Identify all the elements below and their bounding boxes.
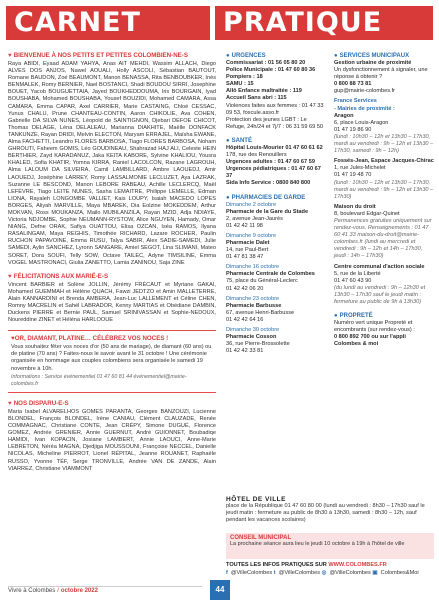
conseil-text: La prochaine séance aura lieu le jeudi 10 octobre à 19h à l'hôtel de ville <box>230 541 405 547</box>
right-column <box>334 52 434 354</box>
pratique-title: PRATIQUE <box>215 6 433 40</box>
page-number: 44 <box>210 580 230 600</box>
pharmacie-item <box>226 202 326 230</box>
pharmacie-tel: 01 42 42 64 16 <box>226 316 264 323</box>
services-title: ● SERVICES MUNICIPAUX <box>334 53 410 59</box>
social-links <box>226 570 434 576</box>
pharmacie-name: Pharmacie Dalet <box>226 239 270 246</box>
pharmacie-item <box>226 264 326 292</box>
disparus-names: Maria Isabel ALVARELHOS GOMES PARANTA, Georges BANZOUZI, Lucienne BLONDEL, François BLONDEL, Irène CANIAU, Clément CLAUZADE, Renée COMMAGNAC, Christiane CONTE, Jean CRÉPY, Simone DUGUÉ, Florence GOMEZ, Andrée GRENIER, Annie GUERNUT, André GUIONNET, Boubadiqe HAMIDI, Ivan KOPACIN, Josiane LAMBERT, Annie LAOUCI, Anne-Marie LEBRETON, Néréa MAGNA, Djedjiga MOUSSOUNI, Françoise NECCEL, Danielle NICOLAS, Micheline PIERROT, Lionel RÉPITAL, Jeanne ROUANET, Raphaële RUSSO, Yvonne TÉF, Serge TRONVILLE, Andrée VAN DE ZANDE, Alain VIARREZ, Christiane VIAMMONT <box>8 408 216 472</box>
pharmacie-tel: 01 42 42 06 20 <box>226 285 264 292</box>
conseil-title: CONSEIL MUNICIPAL <box>230 535 292 541</box>
pharmacie-date: Dimanche 16 octobre <box>226 264 280 271</box>
urgences-title: ● URGENCES <box>226 53 266 59</box>
services-section <box>334 52 434 306</box>
pharmacie-date: Dimanche 23 octobre <box>226 295 280 302</box>
sante-section <box>226 137 326 188</box>
hotel-de-ville-title: HÔTEL DE VILLE <box>226 496 286 503</box>
social-handle[interactable]: @VilleColombes <box>278 570 320 576</box>
mairie-name: Fossés-Jean, Espace Jacques-Chirac <box>334 158 434 165</box>
bullet-icon: ● <box>226 194 230 201</box>
pharmacie-date: Dimanche 2 octobre <box>226 201 277 208</box>
pharmacie-name: Pharmacie Centrale de Colombes <box>226 271 315 278</box>
gestion-text: Un dysfonctionnement à signaler, une réponse à obtenir ? <box>334 67 428 81</box>
noces-box <box>8 330 216 393</box>
heart-icon: ♥ <box>8 399 12 407</box>
france-services-sub: - Mairies de proximité : <box>334 105 395 112</box>
magazine-name: Vivre à Colombes <box>8 588 56 594</box>
mairie-hours: (lundi : 10h30 – 12h et 13h30 – 17h30, mardi au vendredi : 9h – 12h et 13h30 – 17h30) <box>334 179 434 200</box>
mairie-hours: Permanences gratuites uniquement sur rendez-vous. Renseignements : 01 47 60 41 33 maison-du-droit@mairie-colombes.fr (lundi au mercredi et vendredi : 9h – 12h et 14h – 17h30, jeudi : 14h – 17h30) <box>334 217 432 260</box>
sante-line: Hôpital Louis-Mourier 01 47 60 61 62 <box>226 144 323 151</box>
proprete-tel: 0 800 892 700 ou sur l'appli Colombes & moi <box>334 334 406 348</box>
urgence-line: Allô Enfance maltraitée : 119 <box>226 88 302 95</box>
urgence-line: Commissariat : 01 56 05 80 20 <box>226 60 306 66</box>
infos-pratiques <box>226 562 434 576</box>
pharmacie-addr: 75, place du Général-Leclerc <box>226 278 298 285</box>
sante-line: Sida Info Service : 0800 840 800 <box>226 180 311 187</box>
urgence-line: Violences faites aux femmes : 01 47 33 09 53, foscule.asso.fr <box>226 102 324 116</box>
social-handle[interactable]: @VilleColombes <box>230 570 273 576</box>
pharmacie-addr: 36, rue Pierre-Brossolette <box>226 341 290 348</box>
social-handle[interactable]: Colombes&Moi <box>380 570 419 576</box>
urgence-line: Pompiers : 18 <box>226 74 263 81</box>
gestion-mail: gup@mairie-colombes.fr <box>334 88 396 95</box>
pharmacie-item <box>226 296 326 324</box>
mairie-item <box>334 204 434 261</box>
mairie-item <box>334 113 434 156</box>
pharmacies-section <box>226 194 326 356</box>
header <box>0 0 439 42</box>
mairie-tel: 01 47 60 43 90 <box>334 277 372 284</box>
urgences-section <box>226 52 326 131</box>
mairie-addr: 8, boulevard Edgar-Quinet <box>334 210 400 217</box>
mairie-name: Centre communal d'action sociale <box>334 263 425 270</box>
pharmacie-tel: 01 47 81 38 47 <box>226 254 264 261</box>
conseil-municipal-box <box>226 533 434 559</box>
mairie-tel: 01 47 19 86 90 <box>334 126 372 133</box>
bienvenue-title: ♥ BIENVENUE À NOS PETITS ET PETITES COLOMBIEN-NE-S <box>8 52 188 59</box>
proprete-section <box>334 312 434 348</box>
infos-title: TOUTES LES INFOS PRATIQUES SUR WWW.COLOMBES.FR <box>226 562 387 568</box>
pharmacie-date: Dimanche 9 octobre <box>226 232 277 239</box>
mairie-name: Maison du droit <box>334 203 376 210</box>
twitter-icon[interactable]: t <box>273 570 276 576</box>
bienvenue-names: Raya ABIDI, Eyaad ADAM YAHYA, Anas AIT MEHDI, Wassim ALLACH, Diego ALVES DOS ANJOS, Nawel AOUALI, Holly ASCOLI, Sébastian BAUTOUT, Romane BAUDON, Zoé BEAUMONT, Manon BENASSA, Rita BENBOUBKER, Inès BENMALEK, Romy BERNIER, Nael BOSTANCI, Shadi BOUDOU SIRRI, Josephine BOUET, Yacob BOUGUETTAIA, Jayed BOUKHEDDOUMA, Iris BOURGAIN, Iyad BOUSHABA, Mohamed BOUSHABA, Yousef BOUZIDI, Mohamed CAMARA, Assa CAMARA, Emma CAPAR, Axel CARRIER, Marie CASTAING, Chloé CESSAC, Yunus CHALU, Prune CHANTEAU-CONTIN, Aaron CHIKOLIE, Ava COHEN, Gabrielle DA SILVA NUNES, Léopold de SAINTIGNON, Djebari DEFOE CHICOT, Thomas DELAGE, Léna DELALEAU, Marianna DIAKHITE, Maëlle DONFACK TANKUNZE, Rayan DRIDI, Melvin ELECTON, Maryam ERRAJEL, Maïsha EWANE, Alma FACHETTI, Leandro FLORES BARBOSA, Tiago FLORES BARBOSA, Noham GHROUTI, Faheem GOMIS, Léo GOUDINEAU, Shahrazad HAJ ALI, Celeste HEIN BERTHIER, Zayd KARADANUZ, Jaka KEITA KABORE, Sylvine KHALIOU, Yousra KHALED, Sofia KHATIR, Yomna KIRRA, Raniel LACOLCON, Razane LAGROUH, Alma LALOUM DA SILVEIRA, Camil LAMBILLARD, Ambre LAOUEDJ, Amir LAOUEDJ, Joséphine LARREY, Romy LASSALMONIE LECLUZET, Aya LAZRAK, Suzanne LE BESCOND, Manon LEBORE RABEAU, Achille LECLERCQ, Maël LEFÈVRE, Tiago LEITE NUNES, Sasha LEMAITRE, Philippe LEMELLE, Edman LIONA, Rayaleh LONGOMBE VALLIET, Kais LOUPY, Isaiah MACEDO LOPES BORGES, Aliyah MARVILLE, Maya MBAREK, Dia Eolzine MOKEDDEM, Arthur MOKVAN, Ross MOUKANZA, Mailo MUBILANZILA, Rayan MZID, Adja NDIAYE, Victoria NDJOMBE, Sophie NEUMANN-RYSTOW, Alice NGUYEN, Hamady, Omar NIANG, Defne ORAK, Safiya OUATTOU, Elisa OZCAN, Iséa RAMOS, Ilyana RASALINGAM, Maya REGHIS, Timothée RICHARD, Lazare ROCHER, Paulin RUCHON PAPAVOINE, Emma RUSU, Talya SABIR, Alex SADIE-SAMEDI, Julie SAMEDI, Aylin SANCHEZ, Lyronn SANGARE, Amiel SEGOT, Lina SLIMANI, Mateo SORET, Dora SOUFI, Telly SOW, Octave TAILEC, Adyne TIMSILINE, Emma VOGEL MASTRONACI, Giulia ZANETTO, Lamia ZANINOU, Saja ZINE <box>8 61 216 266</box>
facebook-icon[interactable]: f <box>226 570 228 576</box>
sante-line: Urgences adultes : 01 47 60 67 59 <box>226 159 315 166</box>
noces-info: Informations : Service événementiel 01 47 60 81 44 événementiel@mairie-colombes.fr <box>11 373 187 387</box>
mairie-hours: (lundi : 10h30 – 12h et 13h30 – 17h30, mardi au vendredi : 9h – 12h et 13h30 – 17h30, samedi : 9h – 12h) <box>334 133 434 155</box>
middle-column <box>226 52 326 361</box>
noces-title: ♥OR, DIAMANT, PLATINE… CÉLÉBREZ VOS NOCES ! <box>11 335 169 343</box>
pharmacie-tel: 01 42 42 11 98 <box>226 222 263 229</box>
heart-icon: ♥ <box>8 272 12 280</box>
footer-separator: / <box>57 588 59 594</box>
sante-line: Urgences pédiatriques : 01 47 60 67 37 <box>226 166 321 180</box>
urgence-line: Accueil Sans abri : 115 <box>226 95 287 102</box>
left-column <box>8 52 216 479</box>
bullet-icon: ● <box>226 53 230 59</box>
footer <box>8 588 208 594</box>
pharmacie-item <box>226 233 326 261</box>
pharmacie-item <box>226 327 326 355</box>
mairie-addr: 6, place Louis-Aragon <box>334 119 389 126</box>
footer-divider <box>8 586 202 587</box>
pharmacie-addr: 2, avenue Jean-Jaurès <box>226 215 283 222</box>
mairie-hours: (du lundi au vendredi : 9h – 12h30 et 13h30 – 17h30 sauf le jeudi matin : fermeture au public de 9h à 13h30) <box>334 284 426 305</box>
pharmacie-tel: 01 42 42 33 81 <box>226 348 264 355</box>
mairie-item <box>334 158 434 201</box>
pharmacie-addr: 67, avenue Henri-Barbusse <box>226 309 295 316</box>
carnet-title: CARNET <box>6 6 210 40</box>
hotel-de-ville-text: place de la République 01 47 60 80 00 (lundi au vendredi : 8h30 – 17h30 sauf le jeudi matin : fermeture au public de 8h30 à 13h30, samedi : 8h30 – 12h, sauf pendant les vacances scolaires) <box>226 503 425 523</box>
urgence-line: Police Municipale : 01 47 60 80 36 <box>226 67 316 74</box>
pharmacie-name: Pharmacie Barbusse <box>226 302 282 309</box>
bullet-icon: ● <box>334 313 338 320</box>
pharmacie-name: Pharmacie de la Gare du Stade <box>226 208 309 215</box>
bullet-icon: ● <box>334 53 338 59</box>
issue-date: octobre 2022 <box>60 588 98 594</box>
felicitations-names: Vincent BARBIER et Solène JOLLIN, Jérémy FRÉCAUT et Myriane GAKAI, Mohamed GUEMMAH et Hélène QUACH, Fawzi JEDTZO et Amin MALLETERRE, Alain KANNARDINI et Brenda AMBERA, Jean-Luc LALLEMENT et Céline CHEN, Romny MACRELIN et Sahél LABRADOR, Kenny MARTIAS et Obédiane DAMBIN, Duckens PIERRE et Bernie PAUL, Samuel SRINIVASSAN et Sophie-NEDOUX, Noureddine ZINET et Héléna HARLOOUE <box>8 281 216 324</box>
bullet-icon: ● <box>226 137 230 144</box>
france-services-title: France Services <box>334 98 377 105</box>
mairie-name: Aragon <box>334 112 354 119</box>
pharmacies-title: ● PHARMACIES DE GARDE <box>226 194 306 201</box>
mairie-tel: 01 47 19 48 70 <box>334 172 372 179</box>
sante-line: 178, rue des Renouillers <box>226 152 287 159</box>
pharmacie-addr: 14, rue Paul-Bert <box>226 247 269 254</box>
sante-title: ● SANTÉ <box>226 137 252 144</box>
gestion-tel: 0 800 88 73 81 <box>334 81 372 88</box>
noces-text: Vous souhaitez fêter vos noces d'or (50 ans de mariage), de diamant (60 ans) ou de platine (70 ans) ? Faites-nous le savoir avant le 31 octobre ! Une cérémonie organisée en hommage aux couples colombiens sera organisée le samedi 19 novembre à 10h. <box>11 344 212 372</box>
mairie-addr: 5, rue de la Liberté <box>334 270 381 277</box>
app-icon[interactable]: ▣ <box>372 570 378 576</box>
felicitations-title: ♥ FÉLICITATIONS AUX MARIÉ-E-S <box>8 272 109 280</box>
pharmacie-name: Pharmacie Cosson <box>226 334 277 341</box>
disparus-title: ♥ NOS DISPARU-E-S <box>8 399 69 407</box>
heart-icon: ♥ <box>8 52 12 59</box>
mairie-addr: 1, rue Jules-Michelet <box>334 165 386 172</box>
proprete-text: Numéro vert unique Propreté et encombrants (sur rendez-vous) : <box>334 320 415 334</box>
proprete-title: ● PROPRETÉ <box>334 313 373 320</box>
heart-icon: ♥ <box>11 335 15 343</box>
instagram-icon[interactable]: ◎ <box>321 570 327 576</box>
urgence-line: Protection des jeunes LGBT : Le Refuge, 24h/24 et 7j/7 : 06 31 59 69 50 <box>226 116 324 130</box>
mairie-item <box>334 264 434 307</box>
urgence-line: SAMU : 15 <box>226 81 254 88</box>
gestion-title: Gestion urbaine de proximité <box>334 60 412 66</box>
social-handle[interactable]: @VilleColombes <box>329 570 371 576</box>
website-link[interactable]: WWW.COLOMBES.FR <box>328 562 387 568</box>
pharmacie-date: Dimanche 30 octobre <box>226 327 280 333</box>
